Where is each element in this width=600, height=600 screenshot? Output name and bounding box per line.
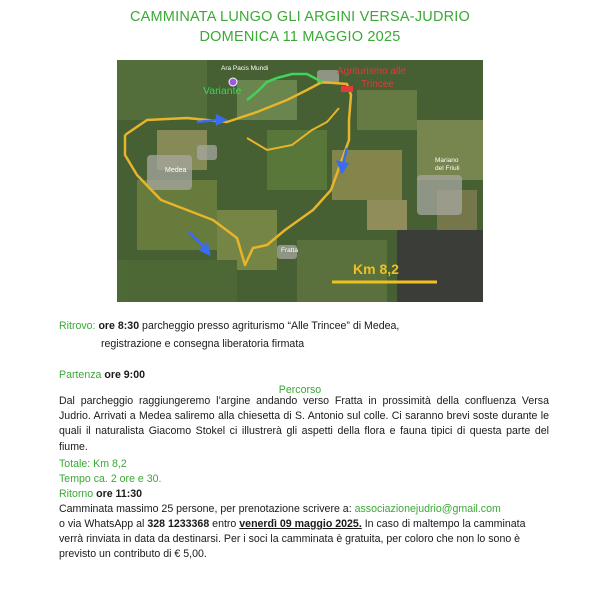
label-medea: Medea [165, 167, 187, 174]
info-text-2a: o via WhatsApp al [59, 518, 145, 530]
label-mariano-2: del Friuli [435, 165, 460, 172]
route-map [117, 60, 483, 302]
start-marker [341, 86, 353, 92]
ritrovo-time: ore 8:30 [98, 320, 140, 332]
event-title: CAMMINATA LUNGO GLI ARGINI VERSA-JUDRIO [129, 9, 470, 25]
ritorno-time: ore 11:30 [96, 488, 143, 500]
label-fratta: Fratta [281, 247, 298, 254]
ritrovo-label: Ritrovo: [59, 320, 96, 332]
info-text-2c: In caso di maltempo la camminata [364, 518, 526, 530]
ritrovo-text: parcheggio presso agriturismo “Alle Trincee” di Medea, [142, 320, 400, 332]
label-mariano: Mariano [435, 157, 459, 164]
ritorno-label: Ritorno [59, 488, 94, 500]
partenza-line [59, 368, 145, 382]
tempo-line: Tempo ca. 2 ore e 30. [59, 473, 162, 485]
phone-number[interactable]: 328 1233368 [147, 518, 210, 530]
percorso-body: Dal parcheggio raggiungeremo l’argine andando verso Fratta in prossimità della confluenza Versa Judrio. Arrivati a Medea saliremo alla chiesetta di S. Antonio sul colle. Ci saranno brevi soste durante le quali il naturalista Giacomo Stokel ci illustrerà gli aspetti della flora e fauna tipici di questa parte del fiume. [59, 395, 549, 453]
email-link[interactable]: associazionejudrio@gmail.com [354, 503, 501, 515]
deadline-date: venerdì 09 maggio 2025. [239, 518, 362, 530]
label-variante: Variante [203, 85, 242, 97]
totale-line: Totale: Km 8,2 [59, 458, 127, 470]
info-line-2 [59, 517, 525, 531]
info-text-2b: entro [212, 518, 237, 530]
label-ara-pacis: Ara Pacis Mundi [221, 65, 269, 72]
partenza-label: Partenza [59, 369, 102, 381]
percorso-heading: Percorso [278, 384, 322, 396]
ritrovo-line [59, 319, 399, 333]
label-agriturismo: Agriturismo alle [337, 66, 406, 77]
partenza-time: ore 9:00 [104, 369, 145, 381]
info-line-1 [59, 502, 501, 516]
event-date: DOMENICA 11 MAGGIO 2025 [199, 29, 401, 45]
info-text-1: Camminata massimo 25 persone, per prenotazione scrivere a: [59, 503, 352, 515]
ritorno-line [59, 487, 142, 501]
label-distance: Km 8,2 [353, 261, 399, 277]
info-line-3: verrà rinviata in data da destinarsi. Per i soci la camminata è gratuita, per coloro che non lo sono è [59, 533, 521, 545]
ritrovo-text-2: registrazione e consegna liberatoria firmata [101, 338, 305, 350]
label-trincee: Trincee [361, 79, 394, 90]
info-line-4: previsto un contributo di € 5,00. [59, 548, 207, 560]
